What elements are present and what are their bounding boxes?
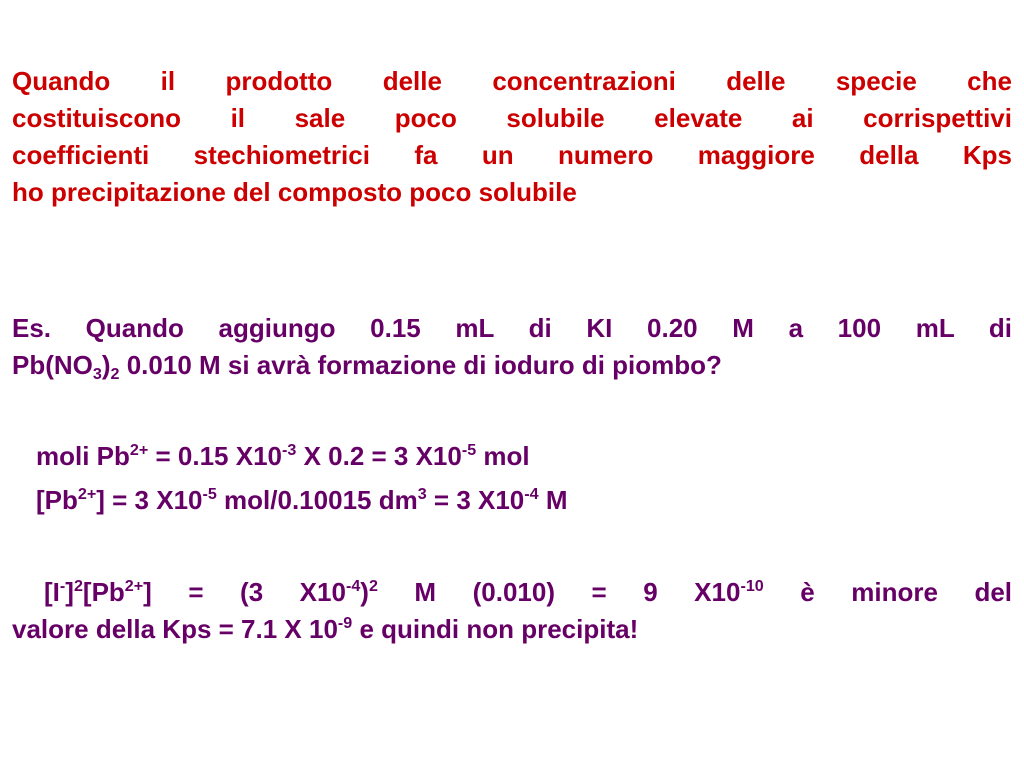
calc-moles-text [36, 438, 1012, 475]
example-paragraph [12, 310, 1012, 384]
intro-line-4: ho precipitazione del composto poco solubile [12, 177, 577, 207]
conclusion-paragraph [12, 574, 1012, 648]
superscript: - [59, 577, 66, 596]
example-line-1: Es. Quando aggiungo 0.15 mL di KI 0.20 M a 100 mL di [12, 313, 1012, 343]
superscript: -5 [202, 485, 217, 504]
superscript: 2+ [77, 485, 97, 504]
superscript: -3 [282, 441, 297, 460]
superscript: -9 [337, 614, 353, 633]
conclusion-text: valore della Kps = 7.1 X 10 [12, 614, 338, 644]
calc-text: M [538, 485, 568, 515]
calc-moles-line [36, 438, 1012, 475]
superscript: -10 [740, 577, 764, 596]
superscript: 2 [368, 577, 378, 596]
calc-text: = 0.15 X10 [148, 441, 283, 471]
example-text: ) [101, 350, 111, 380]
superscript: -5 [461, 441, 477, 460]
conclusion-text: [Pb [82, 577, 125, 607]
conclusion-text: ] = (3 X10 [143, 577, 346, 607]
intro-line-1: Quando il prodotto delle concentrazioni delle specie che [12, 66, 1012, 96]
calc-text: ] = 3 X10 [96, 485, 203, 515]
calc-concentration-line [36, 482, 1012, 519]
intro-line-3: coefficienti stechiometrici fa un numero maggiore della Kps [12, 140, 1012, 170]
example-text: 0.010 M si avrà formazione di ioduro di piombo? [119, 350, 722, 380]
superscript: -4 [524, 485, 539, 504]
conclusion-text: [I [44, 577, 60, 607]
subscript: 3 [92, 364, 102, 383]
conclusion-text: M (0.010) = 9 X10 [377, 577, 741, 607]
calc-text: X 0.2 = 3 X10 [296, 441, 462, 471]
intro-line-2: costituiscono il sale poco solubile elevate ai corrispettivi [12, 103, 1012, 133]
calc-text: = 3 X10 [426, 485, 525, 515]
example-line-2 [12, 347, 1012, 384]
superscript: 3 [417, 485, 427, 504]
subscript: 2 [110, 364, 120, 383]
conclusion-text: e quindi non precipita! [352, 614, 639, 644]
calc-text: mol [476, 441, 530, 471]
example-text: Pb(NO [12, 350, 93, 380]
superscript: 2 [73, 577, 83, 596]
superscript: 2+ [129, 441, 149, 460]
calc-concentration-text [36, 482, 1012, 519]
intro-paragraph [12, 63, 1012, 211]
conclusion-line-1 [12, 574, 1012, 611]
conclusion-text: ] [65, 577, 74, 607]
conclusion-text: è minore del [763, 577, 1013, 607]
calc-text: [Pb [36, 485, 78, 515]
superscript: 2+ [124, 577, 144, 596]
conclusion-line-2 [12, 611, 1012, 648]
conclusion-text: ) [360, 577, 369, 607]
calc-text: moli Pb [36, 441, 130, 471]
calc-text: mol/0.10015 dm [216, 485, 418, 515]
superscript: -4 [345, 577, 361, 596]
